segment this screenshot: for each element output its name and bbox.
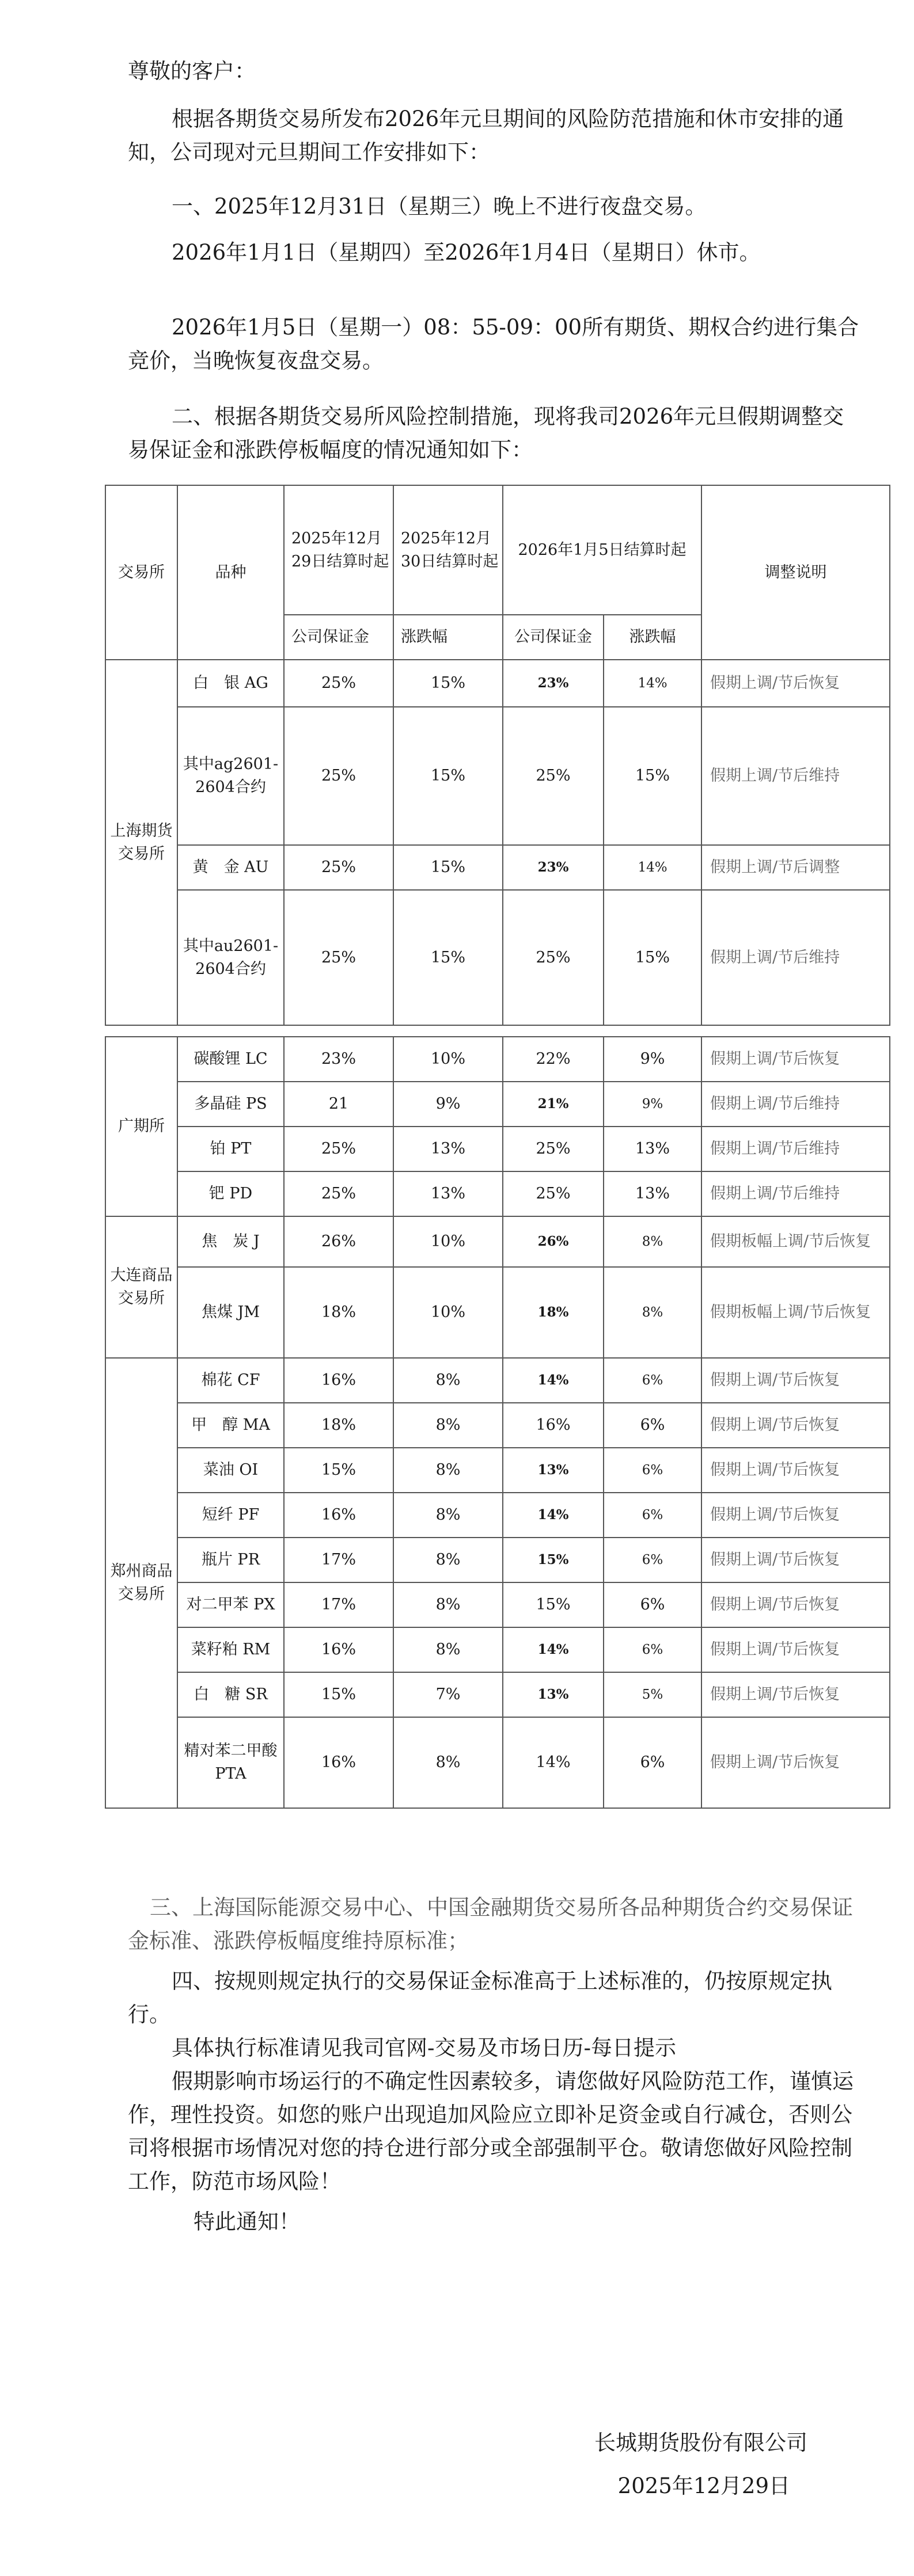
limit-cell: 8% bbox=[393, 1358, 503, 1403]
limit-new-cell: 8% bbox=[604, 1267, 701, 1358]
note-cell: 假期上调/节后恢复 bbox=[701, 1037, 890, 1082]
note-cell: 假期上调/节后调整 bbox=[701, 845, 890, 890]
header-exchange: 交易所 bbox=[105, 485, 177, 660]
limit-new-cell: 6% bbox=[604, 1538, 701, 1582]
variety-cell: 其中ag2601-2604合约 bbox=[177, 707, 284, 845]
intro-paragraph: 根据各期货交易所发布2026年元旦期间的风险防范措施和休市安排的通知，公司现对元旦期间工作安排如下： bbox=[128, 106, 844, 165]
margin-cell: 17% bbox=[284, 1538, 393, 1582]
margin-new-cell: 13% bbox=[503, 1672, 604, 1717]
note-cell: 假期板幅上调/节后恢复 bbox=[701, 1216, 890, 1267]
variety-cell: 白 糖 SR bbox=[177, 1672, 284, 1717]
limit-cell: 10% bbox=[393, 1216, 503, 1267]
margin-new-cell: 21% bbox=[503, 1082, 604, 1127]
margin-cell: 16% bbox=[284, 1358, 393, 1403]
variety-cell: 对二甲苯 PX bbox=[177, 1582, 284, 1627]
note-cell: 假期上调/节后恢复 bbox=[701, 1582, 890, 1627]
limit-new-cell: 5% bbox=[604, 1672, 701, 1717]
margin-cell: 25% bbox=[284, 845, 393, 890]
note-cell: 假期上调/节后维持 bbox=[701, 1082, 890, 1127]
note-cell: 假期上调/节后恢复 bbox=[701, 660, 890, 707]
limit-cell: 8% bbox=[393, 1448, 503, 1493]
table-row bbox=[105, 1672, 890, 1717]
limit-cell: 15% bbox=[393, 660, 503, 707]
table-row bbox=[105, 1082, 890, 1127]
table-row bbox=[105, 660, 890, 707]
margin-new-cell: 23% bbox=[503, 660, 604, 707]
limit-new-cell: 14% bbox=[604, 660, 701, 707]
note-cell: 假期板幅上调/节后恢复 bbox=[701, 1267, 890, 1358]
limit-new-cell: 6% bbox=[604, 1358, 701, 1403]
table-row bbox=[105, 1216, 890, 1267]
note-cell: 假期上调/节后恢复 bbox=[701, 1403, 890, 1448]
table-row bbox=[105, 1358, 890, 1403]
reference-note: 具体执行标准请见我司官网-交易及市场日历-每日提示 bbox=[172, 2035, 677, 2060]
limit-cell: 15% bbox=[393, 845, 503, 890]
margin-new-cell: 18% bbox=[503, 1267, 604, 1358]
item-1-auction: 2026年1月5日（星期一）08：55-09：00所有期货、期权合约进行集合竞价，当晚恢复夜盘交易。 bbox=[128, 315, 859, 373]
table-row bbox=[105, 1267, 890, 1358]
exchange-gfex: 广期所 bbox=[105, 1037, 177, 1216]
header-period-1: 2025年12月29日结算时起 bbox=[284, 485, 393, 615]
note-cell: 假期上调/节后恢复 bbox=[701, 1717, 890, 1808]
limit-new-cell: 8% bbox=[604, 1216, 701, 1267]
variety-cell: 碳酸锂 LC bbox=[177, 1037, 284, 1082]
margin-new-cell: 25% bbox=[503, 1171, 604, 1216]
limit-new-cell: 6% bbox=[604, 1627, 701, 1672]
margin-cell: 16% bbox=[284, 1717, 393, 1808]
item-1: 一、2025年12月31日（星期三）晚上不进行夜盘交易。 bbox=[172, 194, 707, 219]
variety-cell: 其中au2601-2604合约 bbox=[177, 890, 284, 1025]
header-limit-3: 涨跌幅 bbox=[604, 615, 701, 660]
limit-new-cell: 6% bbox=[604, 1582, 701, 1627]
margin-cell: 25% bbox=[284, 890, 393, 1025]
variety-cell: 精对苯二甲酸PTA bbox=[177, 1717, 284, 1808]
header-note: 调整说明 bbox=[701, 485, 890, 660]
table-row bbox=[105, 1493, 890, 1538]
margin-new-cell: 25% bbox=[503, 707, 604, 845]
limit-new-cell: 14% bbox=[604, 845, 701, 890]
table-row bbox=[105, 1582, 890, 1627]
variety-cell: 钯 PD bbox=[177, 1171, 284, 1216]
margin-new-cell: 13% bbox=[503, 1448, 604, 1493]
limit-new-cell: 15% bbox=[604, 707, 701, 845]
margin-new-cell: 26% bbox=[503, 1216, 604, 1267]
margin-new-cell: 25% bbox=[503, 1127, 604, 1171]
margin-cell: 23% bbox=[284, 1037, 393, 1082]
note-cell: 假期上调/节后维持 bbox=[701, 890, 890, 1025]
limit-new-cell: 15% bbox=[604, 890, 701, 1025]
company-name: 长城期货股份有限公司 bbox=[594, 2430, 807, 2455]
margin-cell: 15% bbox=[284, 1672, 393, 1717]
greeting: 尊敬的客户： bbox=[128, 59, 256, 83]
limit-cell: 15% bbox=[393, 890, 503, 1025]
limit-cell: 8% bbox=[393, 1717, 503, 1808]
limit-cell: 8% bbox=[393, 1538, 503, 1582]
item-2: 二、根据各期货交易所风险控制措施，现将我司2026年元旦假期调整交易保证金和涨跌停板幅度的情况通知如下： bbox=[128, 404, 844, 462]
limit-new-cell: 13% bbox=[604, 1127, 701, 1171]
limit-new-cell: 9% bbox=[604, 1037, 701, 1082]
table-row bbox=[105, 707, 890, 845]
item-4: 四、按规则规定执行的交易保证金标准高于上述标准的，仍按原规定执行。 bbox=[128, 1969, 832, 2027]
margin-new-cell: 22% bbox=[503, 1037, 604, 1082]
margin-new-cell: 15% bbox=[503, 1538, 604, 1582]
header-limit-2: 涨跌幅 bbox=[393, 615, 503, 660]
note-cell: 假期上调/节后恢复 bbox=[701, 1627, 890, 1672]
limit-new-cell: 6% bbox=[604, 1717, 701, 1808]
exchange-czce: 郑州商品交易所 bbox=[105, 1358, 177, 1808]
variety-cell: 菜油 OI bbox=[177, 1448, 284, 1493]
exchange-dce: 大连商品交易所 bbox=[105, 1216, 177, 1358]
item-3: 三、上海国际能源交易中心、中国金融期货交易所各品种期货合约交易保证金标准、涨跌停板幅度维持原标准； bbox=[128, 1895, 853, 1953]
limit-cell: 10% bbox=[393, 1037, 503, 1082]
header-period-3: 2026年1月5日结算时起 bbox=[503, 485, 701, 615]
limit-cell: 9% bbox=[393, 1082, 503, 1127]
limit-new-cell: 9% bbox=[604, 1082, 701, 1127]
limit-cell: 8% bbox=[393, 1627, 503, 1672]
limit-cell: 8% bbox=[393, 1403, 503, 1448]
limit-new-cell: 6% bbox=[604, 1493, 701, 1538]
exchange-shfe: 上海期货交易所 bbox=[105, 660, 177, 1025]
margin-cell: 18% bbox=[284, 1267, 393, 1358]
variety-cell: 铂 PT bbox=[177, 1127, 284, 1171]
closing-section bbox=[128, 1891, 865, 2239]
margin-cell: 15% bbox=[284, 1448, 393, 1493]
note-cell: 假期上调/节后维持 bbox=[701, 1171, 890, 1216]
limit-new-cell: 6% bbox=[604, 1448, 701, 1493]
note-cell: 假期上调/节后恢复 bbox=[701, 1672, 890, 1717]
margin-new-cell: 25% bbox=[503, 890, 604, 1025]
header-variety: 品种 bbox=[177, 485, 284, 660]
note-cell: 假期上调/节后维持 bbox=[701, 1127, 890, 1171]
margin-cell: 25% bbox=[284, 1171, 393, 1216]
header-margin-1: 公司保证金 bbox=[284, 615, 393, 660]
table-row bbox=[105, 1403, 890, 1448]
limit-new-cell: 6% bbox=[604, 1403, 701, 1448]
letter-date: 2025年12月29日 bbox=[617, 2474, 790, 2498]
margin-new-cell: 14% bbox=[503, 1358, 604, 1403]
variety-cell: 棉花 CF bbox=[177, 1358, 284, 1403]
note-cell: 假期上调/节后恢复 bbox=[701, 1358, 890, 1403]
limit-new-cell: 13% bbox=[604, 1171, 701, 1216]
limit-cell: 13% bbox=[393, 1171, 503, 1216]
variety-cell: 黄 金 AU bbox=[177, 845, 284, 890]
margin-table-part1 bbox=[105, 485, 890, 1026]
margin-cell: 25% bbox=[284, 707, 393, 845]
margin-cell: 16% bbox=[284, 1493, 393, 1538]
variety-cell: 菜籽粕 RM bbox=[177, 1627, 284, 1672]
table-row bbox=[105, 1037, 890, 1082]
margin-cell: 18% bbox=[284, 1403, 393, 1448]
limit-cell: 15% bbox=[393, 707, 503, 845]
variety-cell: 焦煤 JM bbox=[177, 1267, 284, 1358]
variety-cell: 焦 炭 J bbox=[177, 1216, 284, 1267]
margin-cell: 26% bbox=[284, 1216, 393, 1267]
table-row bbox=[105, 1717, 890, 1808]
variety-cell: 多晶硅 PS bbox=[177, 1082, 284, 1127]
table-row bbox=[105, 845, 890, 890]
margin-new-cell: 15% bbox=[503, 1582, 604, 1627]
table-row bbox=[105, 890, 890, 1025]
margin-new-cell: 16% bbox=[503, 1403, 604, 1448]
header-margin-3: 公司保证金 bbox=[503, 615, 604, 660]
margin-cell: 25% bbox=[284, 660, 393, 707]
variety-cell: 白 银 AG bbox=[177, 660, 284, 707]
margin-table-part2 bbox=[105, 1036, 890, 1809]
variety-cell: 短纤 PF bbox=[177, 1493, 284, 1538]
note-cell: 假期上调/节后恢复 bbox=[701, 1538, 890, 1582]
limit-cell: 13% bbox=[393, 1127, 503, 1171]
margin-new-cell: 14% bbox=[503, 1717, 604, 1808]
table-row bbox=[105, 1538, 890, 1582]
margin-cell: 17% bbox=[284, 1582, 393, 1627]
closing-phrase: 特此通知！ bbox=[194, 2209, 300, 2234]
margin-new-cell: 23% bbox=[503, 845, 604, 890]
variety-cell: 瓶片 PR bbox=[177, 1538, 284, 1582]
table-row bbox=[105, 1171, 890, 1216]
table-row bbox=[105, 1627, 890, 1672]
note-cell: 假期上调/节后恢复 bbox=[701, 1493, 890, 1538]
margin-new-cell: 14% bbox=[503, 1493, 604, 1538]
header-period-2: 2025年12月30日结算时起 bbox=[393, 485, 503, 615]
limit-cell: 10% bbox=[393, 1267, 503, 1358]
note-cell: 假期上调/节后维持 bbox=[701, 707, 890, 845]
variety-cell: 甲 醇 MA bbox=[177, 1403, 284, 1448]
margin-new-cell: 14% bbox=[503, 1627, 604, 1672]
risk-warning: 假期影响市场运行的不确定性因素较多，请您做好风险防范工作，谨慎运作，理性投资。如您的账户出现追加风险应立即补足资金或自行减仓，否则公司将根据市场情况对您的持仓进行部分或全部强制平仓。敬请您做好风险控制工作，防范市场风险！ bbox=[128, 2069, 854, 2194]
item-1-closure: 2026年1月1日（星期四）至2026年1月4日（星期日）休市。 bbox=[172, 240, 761, 265]
limit-cell: 8% bbox=[393, 1582, 503, 1627]
table-row bbox=[105, 1448, 890, 1493]
note-cell: 假期上调/节后恢复 bbox=[701, 1448, 890, 1493]
margin-cell: 16% bbox=[284, 1627, 393, 1672]
limit-cell: 7% bbox=[393, 1672, 503, 1717]
table-row bbox=[105, 1127, 890, 1171]
margin-cell: 21 bbox=[284, 1082, 393, 1127]
margin-cell: 25% bbox=[284, 1127, 393, 1171]
limit-cell: 8% bbox=[393, 1493, 503, 1538]
